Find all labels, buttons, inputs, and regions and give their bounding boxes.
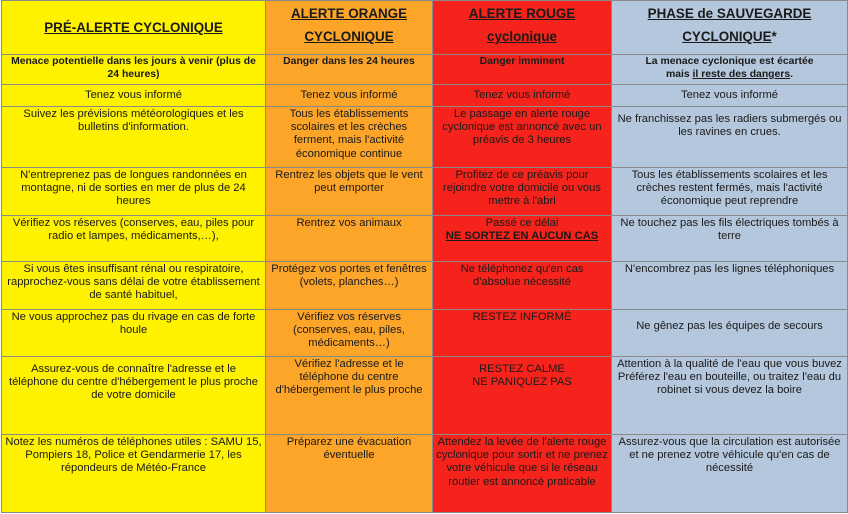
header-alerte-rouge [433, 1, 612, 55]
header-pre-alerte [2, 1, 266, 55]
table-cell: Ne touchez pas les fils électriques tombés à terre [612, 216, 848, 262]
table-row [2, 85, 848, 107]
table-cell: Préparez une évacuation éventuelle [266, 435, 433, 513]
table-cell: Vérifiez vos réserves (conserves, eau, piles pour radio et lampes, médicaments,…), [2, 216, 266, 262]
table-cell: Rentrez vos animaux [266, 216, 433, 262]
subtitle-end: . [790, 68, 794, 80]
table-row [2, 310, 848, 357]
table-row [2, 168, 848, 216]
table-cell: Tous les établissements scolaires et les crèches ferment, mais l'activité économique continue [266, 107, 433, 168]
table-cell: Tenez vous informé [266, 85, 433, 107]
table-cell: Le passage en alerte rouge cyclonique est annoncé avec un préavis de 3 heures [433, 107, 612, 168]
header-alerte-orange [266, 1, 433, 55]
cell-line: et ne prenez votre véhicule qu'en cas de nécessité [629, 449, 830, 475]
header-title: PRÉ-ALERTE CYCLONIQUE [44, 19, 223, 35]
table-cell [433, 357, 612, 435]
table-cell [612, 435, 848, 513]
table-row [2, 435, 848, 513]
header-title-line1: ALERTE ORANGE [290, 6, 408, 21]
cyclone-alert-table [1, 0, 848, 513]
subtitle-row [2, 55, 848, 85]
cell-line: Préférez l'eau en bouteille, ou traitez l'eau du robinet si vous devez la boire [617, 371, 842, 397]
subtitle-alerte-rouge: Danger imminent [433, 55, 612, 85]
table-cell [433, 216, 612, 262]
header-title-line2: CYCLONIQUE [682, 29, 772, 45]
table-cell: Profitez de ce préavis pour rejoindre votre domicile ou vous mettre à l'abri [433, 168, 612, 216]
header-title-line1: PHASE de SAUVEGARDE [647, 6, 812, 21]
cell-line: Attention à la qualité de l'eau que vous buvez [617, 358, 842, 370]
table-row [2, 107, 848, 168]
footnote-mark: * [771, 29, 777, 45]
table-cell: Tenez vous informé [433, 85, 612, 107]
table-cell: Rentrez les objets que le vent peut emporter [266, 168, 433, 216]
table-cell: Protégez vos portes et fenêtres (volets, planches…) [266, 262, 433, 310]
table-cell: Ne gênez pas les équipes de secours [612, 310, 848, 357]
warning-text: NE SORTEZ EN AUCUN CAS [445, 230, 599, 243]
table-cell: Ne franchissez pas les radiers submergés ou les ravines en crues. [612, 107, 848, 168]
table-cell: Tenez vous informé [2, 85, 266, 107]
table-cell: Ne vous approchez pas du rivage en cas de forte houle [2, 310, 266, 357]
cell-line: Passé ce délai [485, 217, 559, 229]
header-phase-sauvegarde [612, 1, 848, 55]
table-cell: Assurez-vous de connaître l'adresse et le téléphone du centre d'hébergement le plus proche de votre domicile [2, 357, 266, 435]
table-cell: Ne téléphonez qu'en cas d'absolue nécessité [433, 262, 612, 310]
table-row [2, 262, 848, 310]
subtitle-underlined: il reste des dangers [692, 68, 791, 80]
table-cell: Suivez les prévisions météorologiques et les bulletins d'information. [2, 107, 266, 168]
table-cell: Tenez vous informé [612, 85, 848, 107]
table-cell: Notez les numéros de téléphones utiles : SAMU 15, Pompiers 18, Police et Gendarmerie 17, les répondeurs de Météo-France [2, 435, 266, 513]
table-cell: RESTEZ INFORMÉ [433, 310, 612, 357]
subtitle-alerte-orange: Danger dans les 24 heures [266, 55, 433, 85]
table-cell: Attendez la levée de l'alerte rouge cyclonique pour sortir et ne prenez votre véhicule que si le réseau routier est annoncé praticable [433, 435, 612, 513]
table-cell: N'encombrez pas les lignes téléphoniques [612, 262, 848, 310]
cell-line: RESTEZ CALME [479, 363, 565, 375]
table-cell: Vérifiez vos réserves (conserves, eau, piles, médicaments…) [266, 310, 433, 357]
table-cell: Vérifiez l'adresse et le téléphone du centre d'hébergement le plus proche [266, 357, 433, 435]
table-row [2, 216, 848, 262]
table-cell: Si vous êtes insuffisant rénal ou respiratoire, rapprochez-vous sans délai de votre établissement de santé habituel, [2, 262, 266, 310]
table-cell [612, 357, 848, 435]
table-row [2, 357, 848, 435]
subtitle-pre-alerte: Menace potentielle dans les jours à venir (plus de 24 heures) [2, 55, 266, 85]
subtitle-mais: mais [665, 68, 693, 80]
cell-line: NE PANIQUEZ PAS [472, 376, 572, 389]
header-row [2, 1, 848, 55]
header-title-line1: ALERTE ROUGE [468, 6, 576, 21]
table-cell: N'entreprenez pas de longues randonnées en montagne, ni de sorties en mer de plus de 24 heures [2, 168, 266, 216]
cell-line: Assurez-vous que la circulation est autorisée [618, 436, 841, 448]
subtitle-line1: La menace cyclonique est écartée [645, 56, 814, 67]
header-title-line2: cyclonique [487, 29, 557, 45]
header-title-line2: CYCLONIQUE [304, 29, 394, 45]
table-cell: Tous les établissements scolaires et les crèches restent fermés, mais l'activité économique peut reprendre [612, 168, 848, 216]
subtitle-phase-sauvegarde [612, 55, 848, 85]
